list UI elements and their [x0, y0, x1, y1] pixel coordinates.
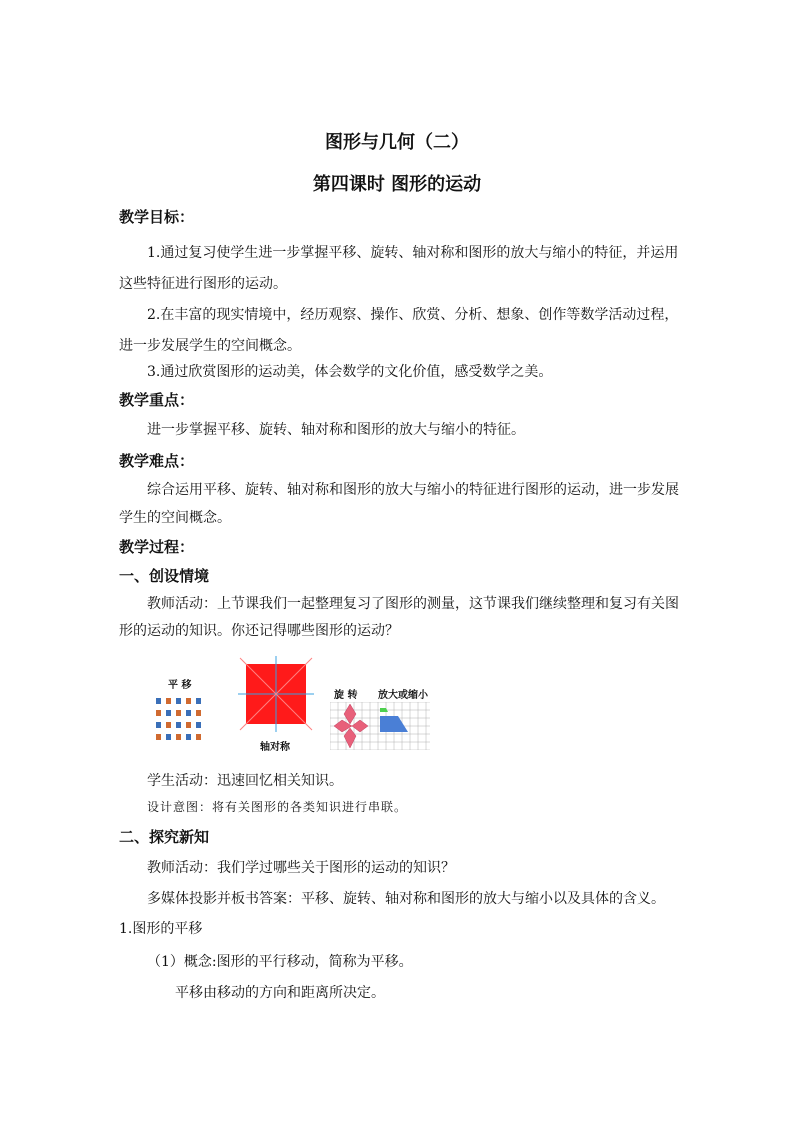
media-answer: 多媒体投影并板书答案：平移、旋转、轴对称和图形的放大与缩小以及具体的含义。 — [147, 891, 665, 907]
goal-3: 3.通过欣赏图形的运动美，体会数学的文化价值，感受数学之美。 — [147, 364, 553, 380]
process-heading: 教学过程： — [119, 538, 195, 556]
part-1-heading: 一、创设情境 — [119, 567, 210, 585]
rotation-scaling-figure — [330, 686, 430, 752]
symmetry-square-icon — [238, 656, 314, 732]
page-title: 图形与几何（二） — [325, 132, 469, 153]
student-activity-1: 学生活动：迅速回忆相关知识。 — [147, 773, 343, 789]
item-1-translation: 1.图形的平移 — [119, 921, 203, 937]
goal-2-line-1: 2.在丰富的现实情境中，经历观察、操作、欣赏、分析、想象、创作等数学活动过程， — [147, 307, 679, 323]
teacher-activity-1-line-2: 形的运动的知识。你还记得哪些图形的运动？ — [119, 623, 399, 639]
translation-grid-icon — [152, 694, 212, 750]
key-heading: 教学重点： — [119, 391, 195, 409]
item-1-note: 平移由移动的方向和距离所决定。 — [175, 985, 385, 1001]
teacher-activity-2: 教师活动：我们学过哪些关于图形的运动的知识？ — [147, 860, 455, 876]
translation-label: 平 移 — [168, 680, 192, 691]
part-2-heading: 二、探究新知 — [119, 828, 210, 846]
difficult-heading: 教学难点： — [119, 452, 195, 470]
difficult-line-2: 学生的空间概念。 — [119, 510, 231, 526]
goal-2-line-2: 进一步发展学生的空间概念。 — [119, 338, 301, 354]
item-1-concept: （1）概念:图形的平行移动，简称为平移。 — [147, 954, 413, 970]
translation-figure — [152, 676, 212, 750]
teacher-activity-1-line-1: 教师活动：上节课我们一起整理复习了图形的测量，这节课我们继续整理和复习有关图 — [147, 596, 679, 612]
key-text: 进一步掌握平移、旋转、轴对称和图形的放大与缩小的特征。 — [147, 422, 525, 438]
goal-1-line-1: 1.通过复习使学生进一步掌握平移、旋转、轴对称和图形的放大与缩小的特征，并运用 — [147, 245, 679, 261]
design-intent-1: 设计意图：将有关图形的各类知识进行串联。 — [147, 800, 408, 814]
symmetry-label: 轴对称 — [260, 742, 290, 753]
page-subtitle: 第四课时 图形的运动 — [312, 174, 482, 195]
difficult-line-1: 综合运用平移、旋转、轴对称和图形的放大与缩小的特征进行图形的运动，进一步发展 — [147, 482, 679, 498]
rotation-label: 旋 转 — [334, 690, 358, 701]
rotation-grid-icon — [330, 702, 430, 750]
goals-heading: 教学目标： — [119, 208, 195, 226]
symmetry-figure — [238, 656, 314, 753]
goal-1-line-2: 这些特征进行图形的运动。 — [119, 276, 287, 292]
scaling-label: 放大或缩小 — [378, 690, 428, 701]
